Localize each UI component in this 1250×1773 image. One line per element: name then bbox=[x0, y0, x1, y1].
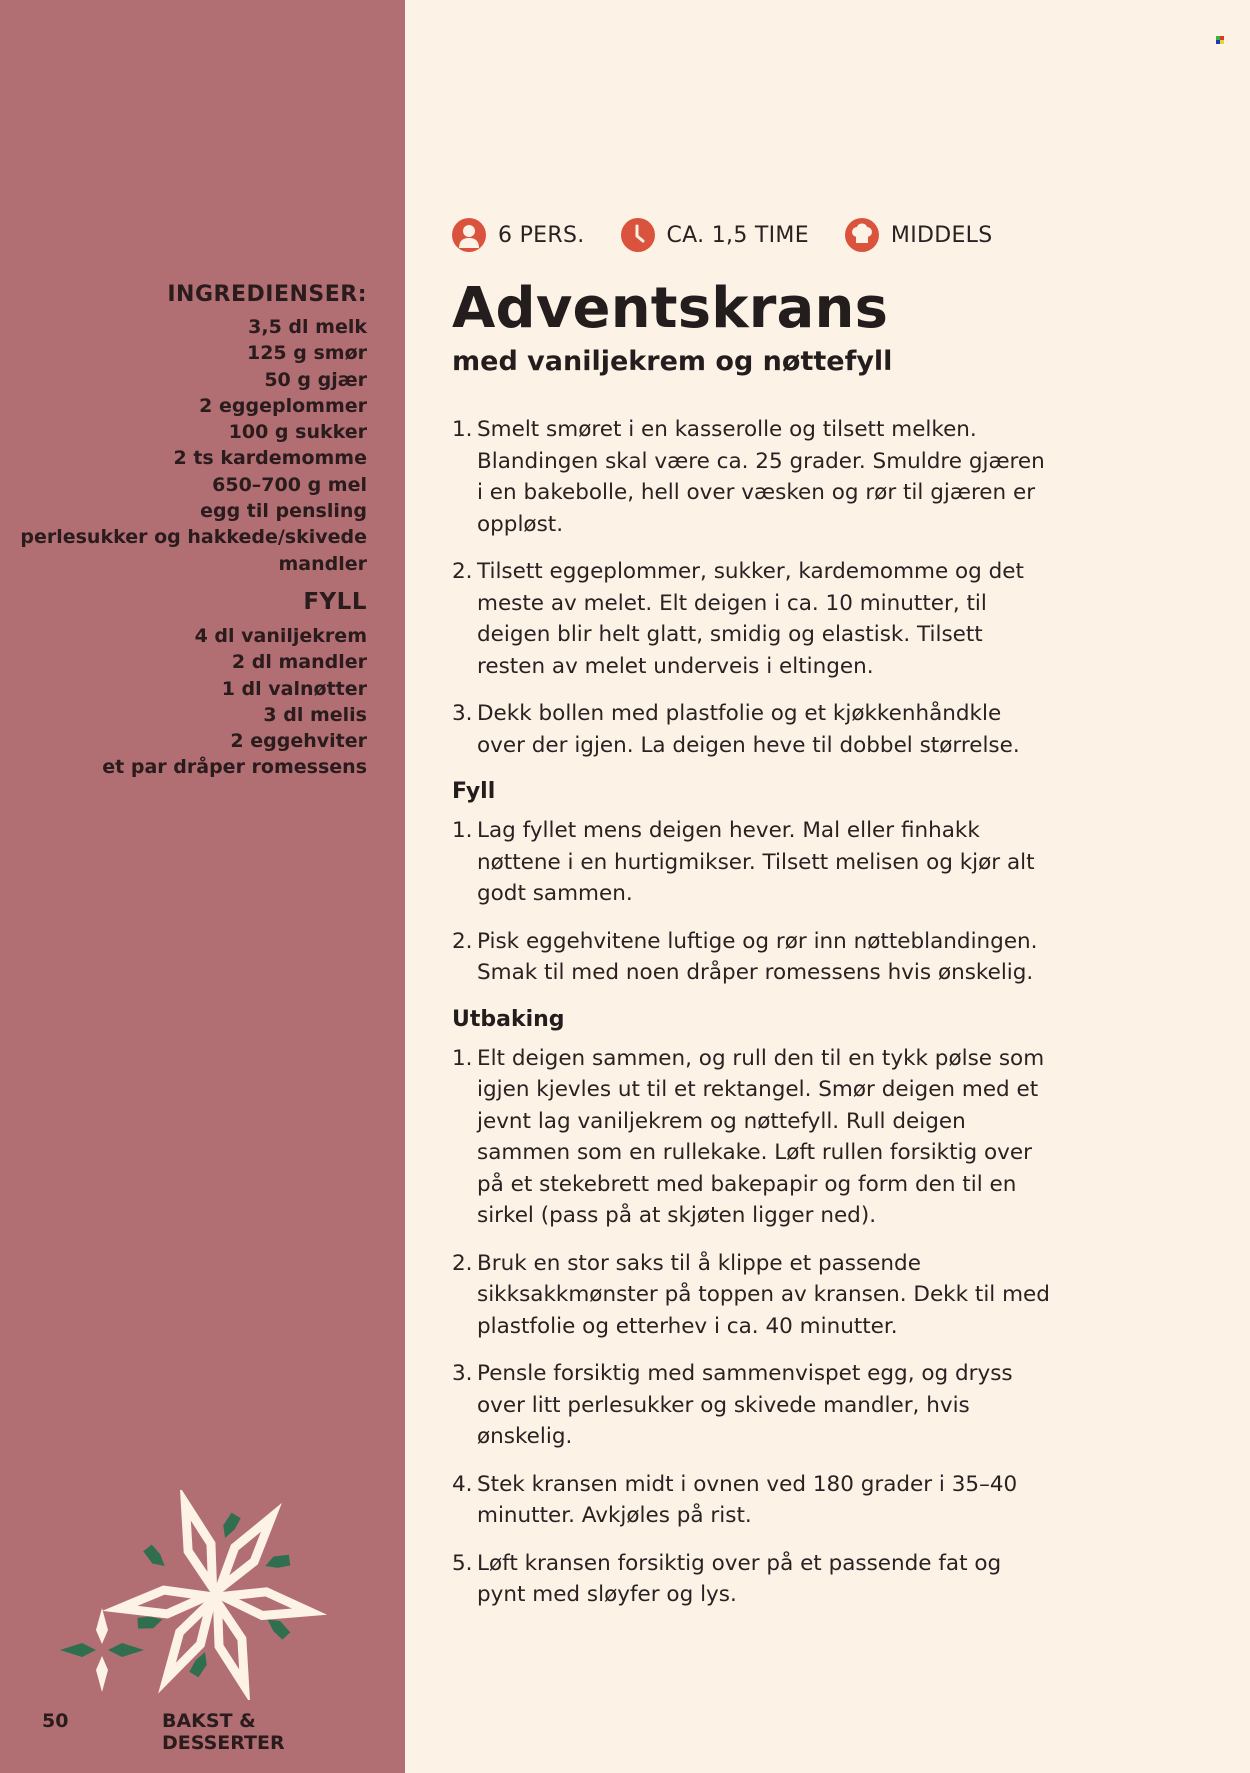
step-item bbox=[452, 414, 1052, 540]
step-number: 1. bbox=[452, 1045, 473, 1071]
filling-steps bbox=[452, 815, 1052, 989]
ingredients-heading: INGREDIENSER: bbox=[167, 282, 367, 307]
filling-ingredient-item: et par dråper romessens bbox=[102, 756, 367, 779]
ingredient-item: perlesukker og hakkede/skivede mandler bbox=[20, 526, 367, 575]
step-text: Lag fyllet mens deigen hever. Mal eller finhakk nøttene i en hurtigmikser. Tilsett melisen og kjør alt godt sammen. bbox=[477, 818, 1035, 906]
step-item bbox=[452, 1548, 1052, 1611]
step-text: Smelt smøret i en kasserolle og tilsett melken. Blandingen skal være ca. 25 grader. Smuldre gjæren i en bakebolle, hell over væsken og rør til gjæren er oppløst. bbox=[477, 417, 1045, 537]
step-item bbox=[452, 1358, 1052, 1453]
step-number: 3. bbox=[452, 701, 473, 726]
filling-ingredient-item: 4 dl vaniljekrem bbox=[194, 624, 367, 647]
step-number: 2. bbox=[452, 559, 473, 584]
ingredient-item: 2 eggeplommer bbox=[199, 394, 367, 417]
baking-steps bbox=[452, 1043, 1052, 1611]
ingredient-item: egg til pensling bbox=[200, 500, 367, 523]
servings-label: 6 PERS. bbox=[498, 222, 585, 248]
color-registration-mark-icon bbox=[1216, 36, 1224, 44]
step-item bbox=[452, 698, 1052, 761]
time-info bbox=[621, 218, 809, 252]
difficulty-label: MIDDELS bbox=[890, 222, 993, 248]
filling-heading: FYLL bbox=[303, 588, 367, 615]
servings-info bbox=[452, 218, 585, 252]
ingredient-item: 3,5 dl melk bbox=[248, 316, 367, 338]
step-text: Stek kransen midt i ovnen ved 180 grader i 35–40 minutter. Avkjøles på rist. bbox=[477, 1471, 1018, 1528]
step-text: Løft kransen forsiktig over på et passende fat og pynt med sløyfer og lys. bbox=[477, 1550, 1002, 1607]
chef-hat-icon bbox=[845, 218, 879, 252]
step-number: 2. bbox=[452, 928, 473, 954]
step-item bbox=[452, 556, 1052, 682]
difficulty-info bbox=[845, 218, 993, 252]
page-footer bbox=[42, 1710, 372, 1754]
dough-steps bbox=[452, 414, 1052, 761]
step-number: 4. bbox=[452, 1471, 473, 1497]
filling-ingredient-item: 2 dl mandler bbox=[231, 651, 367, 674]
filling-section-heading: Fyll bbox=[452, 779, 496, 804]
step-item bbox=[452, 1043, 1052, 1232]
ingredient-item: 100 g sukker bbox=[228, 421, 367, 444]
step-number: 5. bbox=[452, 1550, 473, 1576]
step-text: Dekk bollen med plastfolie og et kjøkkenhåndkle over der igjen. La deigen heve til dobbel størrelse. bbox=[477, 701, 1020, 758]
recipe-steps bbox=[452, 414, 1052, 1627]
section-title: BAKST & DESSERTER bbox=[162, 1710, 285, 1754]
step-text: Tilsett eggeplommer, sukker, kardemomme og det meste av melet. Elt deigen i ca. 10 minutter, til deigen blir helt glatt, smidig og elastisk. Tilsett resten av melet underveis i eltingen. bbox=[477, 559, 1024, 679]
ingredient-item: 2 ts kardemomme bbox=[173, 447, 367, 470]
person-icon bbox=[452, 218, 486, 252]
page-number: 50 bbox=[42, 1710, 69, 1732]
step-item bbox=[452, 926, 1052, 989]
step-text: Bruk en stor saks til å klippe et passende sikksakkmønster på toppen av kransen. Dekk til med plastfolie og etterhev i ca. 40 minutter. bbox=[477, 1250, 1050, 1339]
time-label: CA. 1,5 TIME bbox=[666, 222, 809, 248]
step-item bbox=[452, 815, 1052, 910]
step-number: 1. bbox=[452, 417, 473, 442]
filling-ingredients-list bbox=[7, 623, 367, 781]
step-number: 3. bbox=[452, 1361, 473, 1386]
step-number: 1. bbox=[452, 818, 473, 843]
ingredients-block bbox=[7, 280, 367, 781]
filling-ingredient-item: 3 dl melis bbox=[263, 703, 367, 726]
ingredient-item: 125 g smør bbox=[246, 342, 367, 365]
step-number: 2. bbox=[452, 1250, 473, 1276]
ingredient-item: 50 g gjær bbox=[264, 368, 367, 391]
clock-icon bbox=[621, 218, 655, 252]
recipe-meta bbox=[452, 218, 1029, 252]
step-item bbox=[452, 1248, 1052, 1343]
step-text: Pisk eggehvitene luftige og rør inn nøtteblandingen. Smak til med noen dråper romessens hvis ønskelig. bbox=[477, 928, 1038, 985]
filling-ingredient-item: 2 eggehviter bbox=[230, 730, 367, 753]
ingredient-item: 650–700 g mel bbox=[212, 473, 367, 496]
step-text: Pensle forsiktig med sammenvispet egg, og dryss over litt perlesukker og skivede mandler, hvis ønskelig. bbox=[477, 1361, 1013, 1449]
ingredients-list bbox=[7, 314, 367, 577]
baking-section-heading: Utbaking bbox=[452, 1006, 565, 1032]
ingredients-sidebar bbox=[0, 0, 405, 1773]
snowflake-star-icon bbox=[55, 1490, 345, 1700]
step-text: Elt deigen sammen, og rull den til en tykk pølse som igjen kjevles ut til et rektangel. Smør deigen med et jevnt lag vaniljekrem og nøttefyll. Rull deigen sammen som en rullekake. Løft rullen forsiktig over på et stekebrett med bakepapir og form den til en sirkel (pass på at skjøten ligger ned). bbox=[477, 1045, 1045, 1228]
recipe-subtitle: med vaniljekrem og nøttefyll bbox=[452, 346, 893, 377]
filling-ingredient-item: 1 dl valnøtter bbox=[221, 677, 367, 700]
step-item bbox=[452, 1469, 1052, 1532]
recipe-title: Adventskrans bbox=[452, 276, 889, 341]
